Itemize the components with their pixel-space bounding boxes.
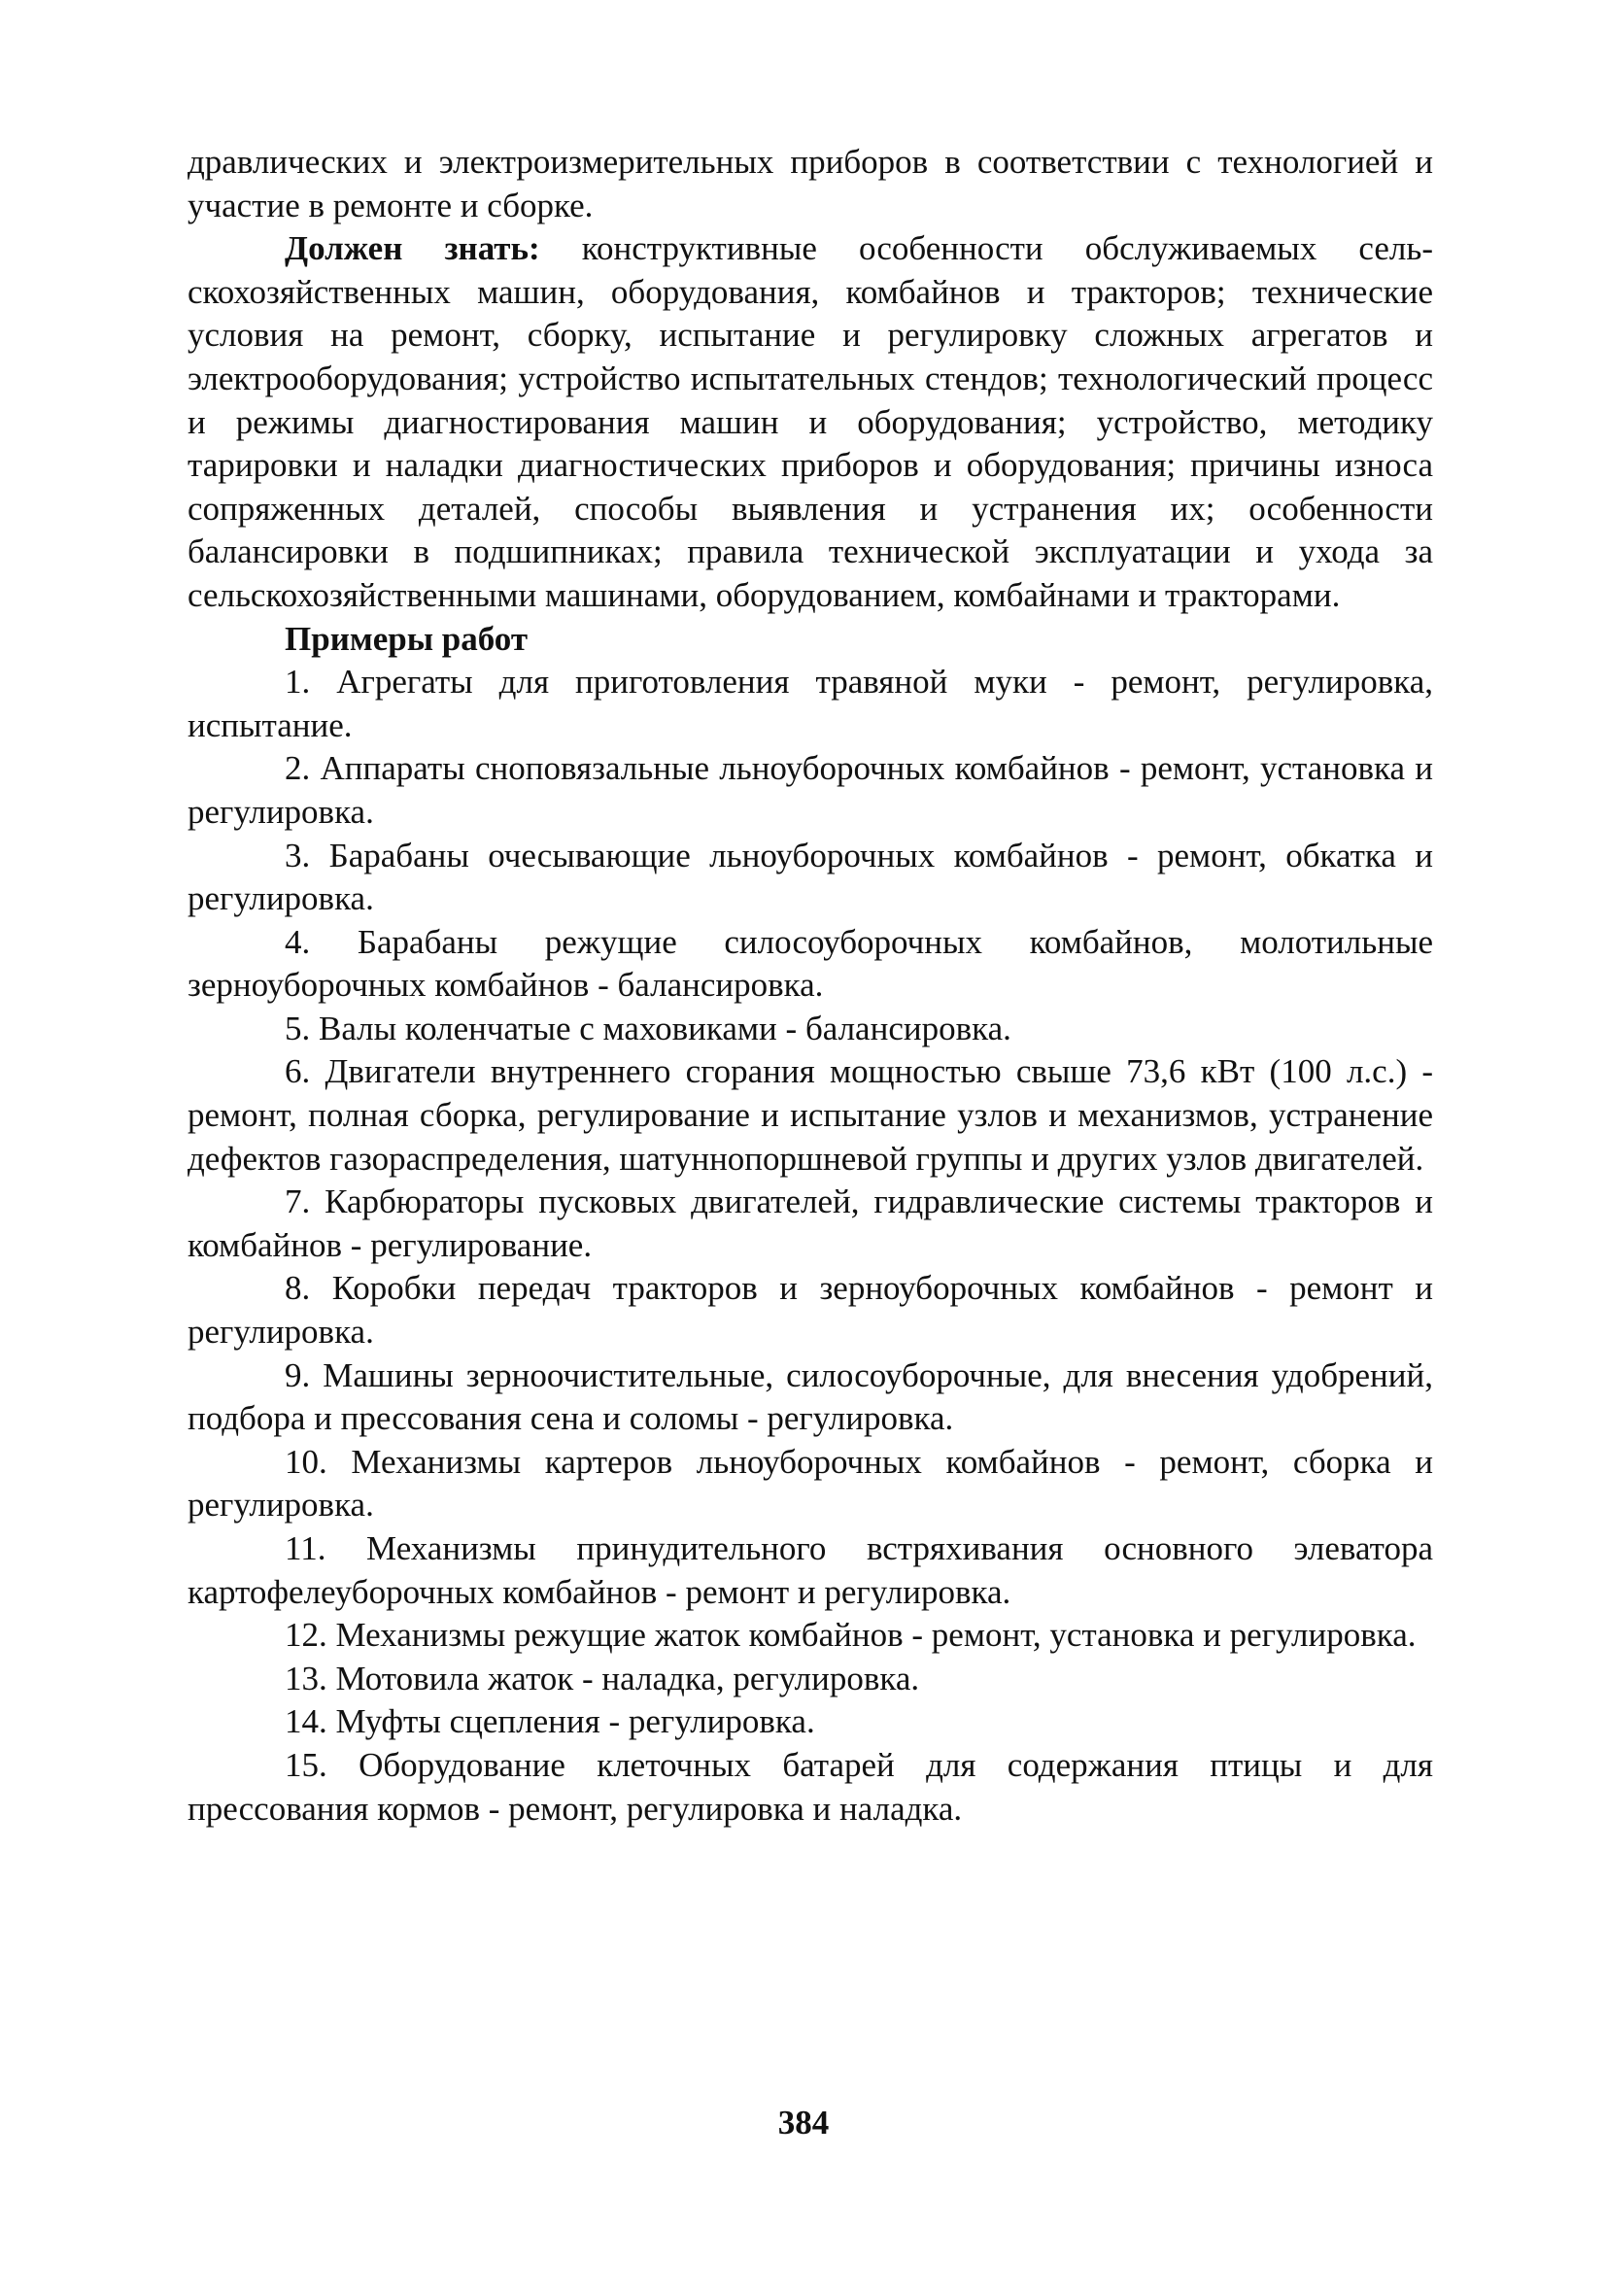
example-item-3: 3. Барабаны очесывающие льноуборочных комбайнов - ремонт, обкатка и регулировка. <box>188 836 1433 918</box>
example-item-5: 5. Валы коленчатые с маховиками - балансировка. <box>285 1009 1011 1047</box>
example-item-15: 15. Оборудование клеточных батарей для содержания птицы и для прессования кормов - ремонт, регулировка и наладка. <box>188 1745 1433 1828</box>
example-item-12: 12. Механизмы режущие жаток комбайнов - ремонт, установка и регулировка. <box>285 1616 1417 1655</box>
example-item-6: 6. Двигатели внутреннего сгорания мощностью свыше 73,6 кВт (100 л.с.) - ремонт, полная сборка, регулирование и испытание узлов и механизмов, устранение дефектов газораспределения, шатуннопоршневой группы и других узлов двигателей. <box>188 1052 1433 1178</box>
example-item-7: 7. Карбюраторы пусковых двигателей, гидравлические системы тракторов и комбайнов - регулирование. <box>188 1182 1433 1264</box>
knowledge-lead: Должен знать: <box>285 229 540 268</box>
example-item-1: 1. Агрегаты для приготовления травяной муки - ремонт, регулировка, испытание. <box>188 663 1433 744</box>
knowledge-text: конструктивные особенности обслуживаемых сельскохозяйственных машин, оборудования, комбайнов и тракторов; технические условия на ремонт, сборку, испытание и регулировку сложных агрегатов и электрооборудования; устройство испытательных стендов; технологический процесс и режимы диагностирования машин и оборудования; устройство, методику тарировки и наладки диагностических приборов и оборудования; причины износа сопряженных деталей, способы выявления и устранения их; особенности балансировки в подшипниках; правила технической эксплуатации и ухода за сельскохозяйственными машинами, оборудованием, комбайнами и тракторами. <box>188 229 1433 614</box>
intro-paragraph: дравлических и электроизмерительных приборов в соответствии с технологией и участие в ремонте и сборке. <box>188 143 1433 224</box>
example-item-9: 9. Машины зерноочистительные, силосоуборочные, для внесения удобрений, подбора и прессования сена и соломы - регулировка. <box>188 1355 1433 1438</box>
example-item-10: 10. Механизмы картеров льноуборочных комбайнов - ремонт, сборка и регулировка. <box>188 1442 1433 1525</box>
example-item-11: 11. Механизмы принудительного встряхивания основного элеватора картофелеуборочных комбайнов - ремонт и регулировка. <box>188 1529 1433 1611</box>
page-number: 384 <box>777 2104 830 2142</box>
example-item-4: 4. Барабаны режущие силосоуборочных комбайнов, молотильные зерноуборочных комбайнов - балансировка. <box>188 922 1433 1005</box>
examples-heading: Примеры работ <box>285 619 529 658</box>
document-body <box>188 141 1433 1831</box>
knowledge-paragraph <box>188 227 1433 617</box>
example-item-2: 2. Аппараты сноповязальные льноуборочных комбайнов - ремонт, установка и регулировка. <box>188 749 1433 831</box>
example-item-14: 14. Муфты сцепления - регулировка. <box>285 1702 815 1741</box>
example-item-13: 13. Мотовила жаток - наладка, регулировка. <box>285 1659 920 1697</box>
example-item-8: 8. Коробки передач тракторов и зерноуборочных комбайнов - ремонт и регулировка. <box>188 1269 1433 1352</box>
